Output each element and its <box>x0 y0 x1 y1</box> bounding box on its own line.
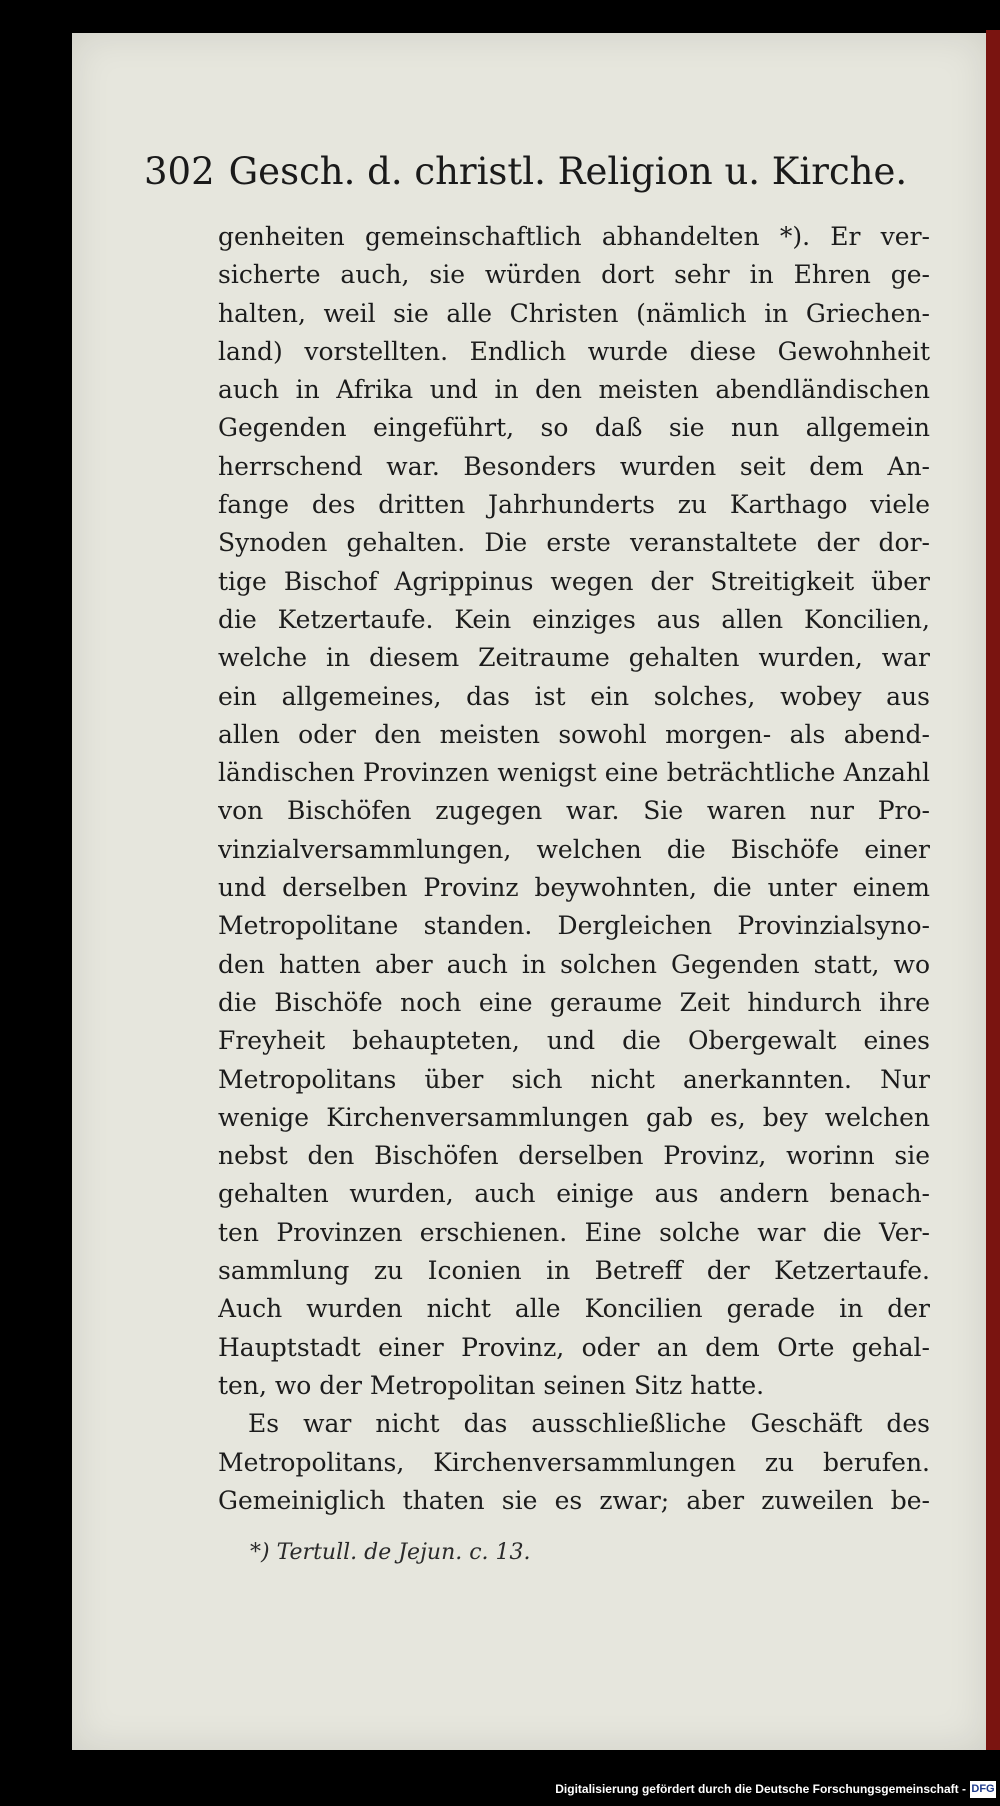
book-edge <box>986 30 1000 1750</box>
body-text <box>218 218 930 1520</box>
text-line: den hatten aber auch in solchen Gegenden statt, wo <box>218 949 930 979</box>
text-line: allen oder den meisten sowohl morgen- als abend- <box>218 719 930 749</box>
funding-banner <box>0 1778 1000 1806</box>
text-line: Synoden gehalten. Die erste veranstaltete der dor- <box>218 528 930 558</box>
text-line: land) vorstellten. Endlich wurde diese Gewohnheit <box>218 336 930 366</box>
text-line: auch in Afrika und in den meisten abendländischen <box>218 375 930 405</box>
text-line: ein allgemeines, das ist ein solches, wobey aus <box>218 681 930 711</box>
text-line: Metropolitane standen. Dergleichen Provinzialsyno- <box>218 911 930 941</box>
text-line: genheiten gemeinschaftlich abhandelten *). Er ver- <box>218 222 930 251</box>
text-line: nebst den Bischöfen derselben Provinz, worinn sie <box>218 1141 930 1171</box>
text-line: wenige Kirchenversammlungen gab es, bey welchen <box>218 1102 930 1132</box>
text-line: von Bischöfen zugegen war. Sie waren nur Pro- <box>218 796 930 826</box>
text-line: ten Provinzen erschienen. Eine solche war die Ver- <box>218 1217 930 1247</box>
text-line: herrschend war. Besonders wurden seit dem An- <box>218 451 930 481</box>
text-line: sammlung zu Iconien in Betreff der Ketzertaufe. <box>218 1256 930 1286</box>
text-line: die Ketzertaufe. Kein einziges aus allen Koncilien, <box>218 604 930 634</box>
text-line: ländischen Provinzen wenigst eine beträchtliche Anzahl <box>218 758 930 788</box>
text-line: vinzialversammlungen, welchen die Bischöfe einer <box>218 834 930 864</box>
text-line: ten, wo der Metropolitan seinen Sitz hatte. <box>218 1370 765 1400</box>
text-line: Auch wurden nicht alle Koncilien gerade in der <box>218 1294 930 1324</box>
text-line: Freyheit behaupteten, und die Obergewalt eines <box>218 1026 930 1056</box>
text-line: Metropolitans, Kirchenversammlungen zu berufen. <box>218 1447 930 1477</box>
text-line: gehalten wurden, auch einige aus andern benach- <box>218 1179 930 1209</box>
text-line: Gemeiniglich thaten sie es zwar; aber zuweilen be- <box>218 1485 930 1515</box>
page-header <box>144 150 908 200</box>
text-line: Gegenden eingeführt, so daß sie nun allgemein <box>218 413 930 443</box>
dfg-logo: DFG <box>970 1781 996 1798</box>
funding-text: Digitalisierung gefördert durch die Deutsche Forschungsgemeinschaft - <box>555 1782 966 1796</box>
running-title: Gesch. d. christl. Religion u. Kirche. <box>228 150 908 193</box>
text-line: und derselben Provinz beywohnten, die unter einem <box>218 873 930 903</box>
footnote: *) Tertull. de Jejun. c. 13. <box>250 1540 531 1565</box>
text-line: sicherte auch, sie würden dort sehr in Ehren ge- <box>218 260 930 290</box>
page-number: 302 <box>144 150 215 193</box>
text-line: Es war nicht das ausschließliche Geschäft des <box>248 1409 930 1439</box>
text-line: welche in diesem Zeitraume gehalten wurden, war <box>218 643 930 673</box>
text-line: fange des dritten Jahrhunderts zu Karthago viele <box>218 490 930 520</box>
text-line: die Bischöfe noch eine geraume Zeit hindurch ihre <box>218 987 930 1017</box>
text-line: halten, weil sie alle Christen (nämlich in Griechen- <box>218 298 930 328</box>
text-line: Metropolitans über sich nicht anerkannten. Nur <box>218 1064 930 1094</box>
text-line: Hauptstadt einer Provinz, oder an dem Orte gehal- <box>218 1332 930 1362</box>
text-line: tige Bischof Agrippinus wegen der Streitigkeit über <box>218 566 930 596</box>
